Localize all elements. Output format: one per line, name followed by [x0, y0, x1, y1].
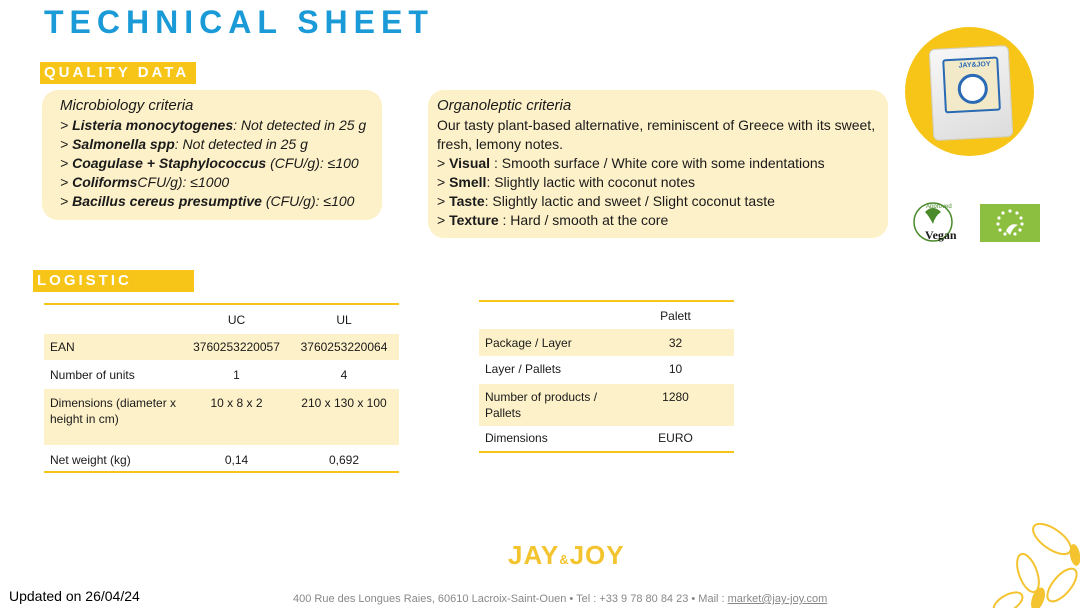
micro-line: > Listeria monocytogenes: Not detected in 25 g: [60, 117, 367, 133]
micro-line: > ColiformsCFU/g): ≤1000: [60, 174, 230, 190]
table-cell: 4: [340, 367, 348, 382]
table-cell: 10: [668, 362, 683, 376]
organoleptic-panel: [428, 90, 888, 238]
table-header-cell: [44, 304, 184, 333]
eu-organic-icon: [980, 204, 1040, 242]
package-emblem: [957, 73, 989, 105]
table-cell: 210 x 130 x 100: [289, 388, 399, 445]
table-cell: 32: [617, 329, 734, 356]
updated-date: Updated on 26/04/24: [9, 588, 140, 604]
table-cell: 0,14: [184, 445, 289, 472]
seeds-decoration-icon: [990, 515, 1080, 608]
table-header-row: [44, 304, 399, 333]
table-cell: Number of units: [50, 367, 135, 382]
table-cell: 10 x 8 x 2: [184, 388, 289, 445]
table-cell: 3760253220057: [184, 333, 289, 360]
table-row: [479, 426, 734, 452]
micro-line: > Bacillus cereus presumptive (CFU/g): ≤100: [60, 193, 355, 209]
table-cell: Dimensions (diameter x height in cm): [44, 388, 184, 445]
table-cell: EURO: [617, 426, 734, 452]
quality-data-tag: QUALITY DATA: [40, 62, 196, 84]
svg-text:Vegan: Vegan: [925, 228, 957, 242]
table-header-cell: UC: [184, 304, 289, 333]
table-row: [44, 445, 399, 472]
logistic-unit-table: [44, 303, 399, 473]
table-header-cell: Palett: [617, 301, 734, 329]
microbiology-panel: [42, 90, 382, 220]
table-header-cell: [479, 301, 617, 329]
organo-line: > Smell: Slightly lactic with coconut notes: [437, 174, 695, 190]
table-cell: 3760253220064: [289, 333, 399, 360]
table-row: [479, 356, 734, 384]
table-cell: Package / Layer: [479, 329, 617, 356]
page-title: TECHNICAL SHEET: [44, 4, 434, 40]
table-row: [44, 333, 399, 360]
brand-logo: JAY&JOY: [508, 540, 625, 570]
table-header-row: [479, 301, 734, 329]
organo-line: > Texture : Hard / smooth at the core: [437, 212, 669, 228]
mail-link[interactable]: market@jay-joy.com: [727, 593, 828, 605]
footer-contact: 400 Rue des Longues Raies, 60610 Lacroix-Saint-Ouen • Tel : +33 9 78 80 84 23 • Mail : market@jay-joy.com: [293, 593, 828, 605]
table-cell: Dimensions: [479, 426, 617, 452]
product-photo: [905, 27, 1034, 156]
table-row: [479, 384, 734, 426]
table-cell: Layer / Pallets: [485, 362, 562, 376]
micro-line: > Salmonella spp: Not detected in 25 g: [60, 136, 308, 152]
package-label: [942, 57, 1001, 114]
table-cell: 0,692: [289, 445, 399, 472]
organo-line: > Visual : Smooth surface / White core with some indentations: [437, 155, 825, 171]
table-cell: EAN: [44, 333, 184, 360]
organoleptic-intro: Our tasty plant-based alternative, reminiscent of Greece with its sweet, fresh, lemony notes.: [437, 117, 876, 152]
logistic-data-tag: LOGISTIC DATA: [33, 270, 194, 292]
svg-text:Approved: Approved: [926, 204, 952, 210]
vegan-label-icon: [911, 200, 969, 244]
table-row: [44, 360, 399, 388]
table-row: [44, 388, 399, 445]
microbiology-heading: Microbiology criteria: [60, 97, 194, 114]
micro-line: > Coagulase + Staphylococcus (CFU/g): ≤100: [60, 155, 359, 171]
table-cell: Net weight (kg): [44, 445, 184, 472]
table-header-cell: UL: [289, 304, 399, 333]
table-row: [479, 329, 734, 356]
organo-line: > Taste: Slightly lactic and sweet / Slight coconut taste: [437, 193, 775, 209]
organoleptic-heading: Organoleptic criteria: [437, 97, 572, 114]
table-cell: 1: [233, 367, 240, 382]
table-cell: 1280: [617, 384, 734, 426]
product-package: [929, 45, 1014, 141]
table-cell: Number of products / Pallets: [479, 384, 617, 426]
logistic-pallet-table: [479, 300, 734, 453]
package-brand: JAY&JOY: [958, 60, 991, 70]
